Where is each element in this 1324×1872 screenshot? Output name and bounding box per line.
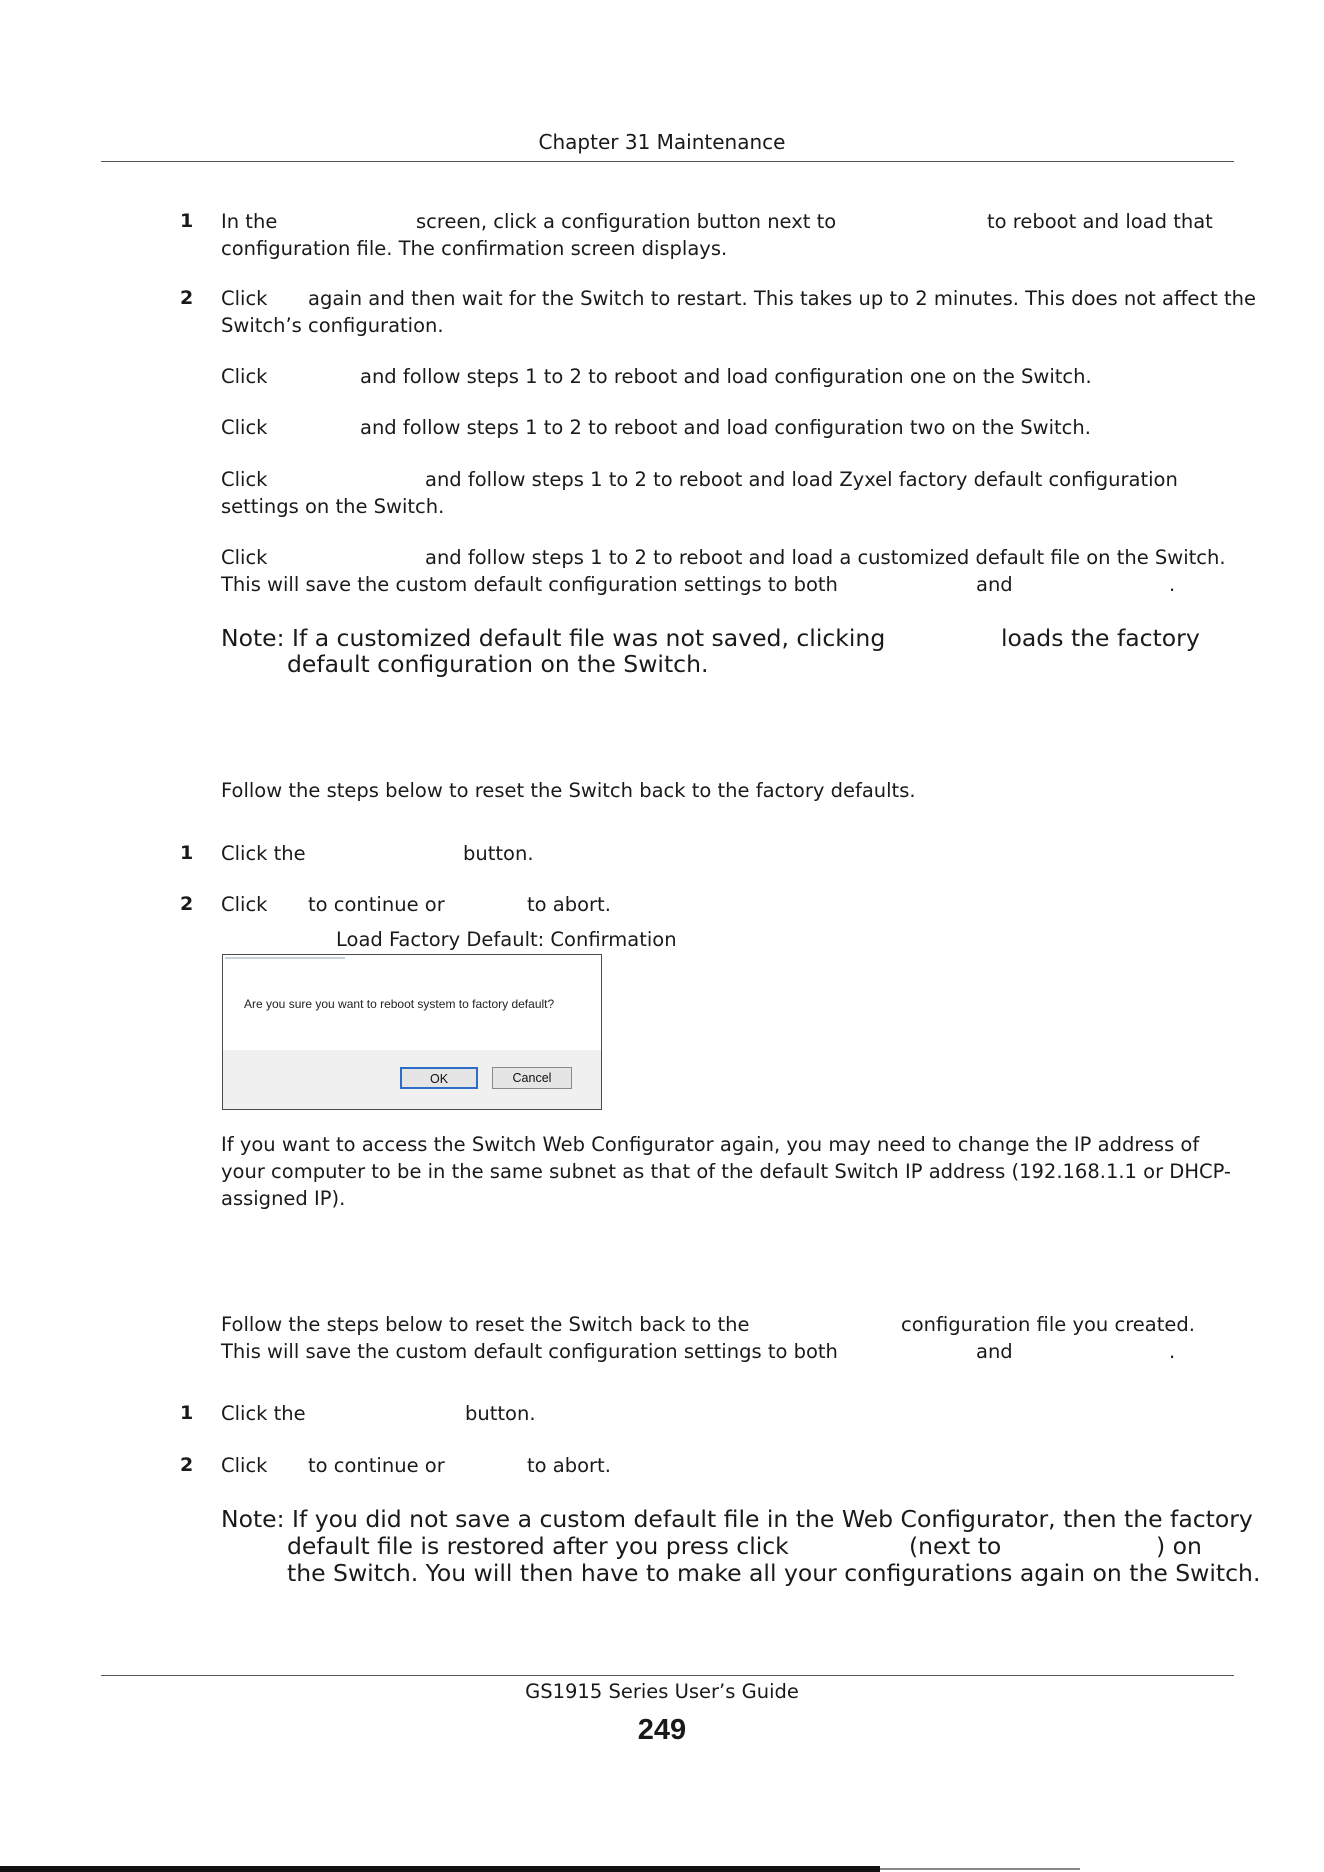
paragraph-text: and follow steps 1 to 2 to reboot and load Zyxel factory default configuration: [425, 468, 1178, 491]
note-text: default file is restored after you press click: [287, 1532, 789, 1560]
note-text: Note: If you did not save a custom default file in the Web Configurator, then the factory: [221, 1505, 1253, 1533]
step-text: Click the: [221, 842, 306, 865]
step-text: Click: [221, 1454, 268, 1477]
step-number: 2: [180, 893, 194, 915]
ok-button[interactable]: OK: [400, 1067, 478, 1089]
paragraph-text: and follow steps 1 to 2 to reboot and load configuration two on the Switch.: [360, 416, 1091, 439]
note-text: the Switch. You will then have to make all your configurations again on the Switch.: [287, 1559, 1261, 1587]
step-text: Click: [221, 893, 268, 916]
paragraph-text: settings on the Switch.: [221, 495, 445, 518]
paragraph-text: assigned IP).: [221, 1187, 346, 1210]
step-text: to abort.: [527, 893, 611, 916]
step-number: 2: [180, 287, 194, 309]
note-text: default configuration on the Switch.: [287, 650, 709, 678]
paragraph-text: If you want to access the Switch Web Configurator again, you may need to change the IP address of: [221, 1133, 1200, 1156]
paragraph-text: Follow the steps below to reset the Switch back to the: [221, 1313, 750, 1336]
dialog-title-line: [225, 957, 345, 959]
note-text: ) on: [1156, 1532, 1202, 1560]
cancel-button[interactable]: Cancel: [492, 1067, 572, 1089]
paragraph-text: configuration file you created.: [901, 1313, 1195, 1336]
scan-edge: [0, 1866, 880, 1872]
figure-caption: Load Factory Default: Confirmation: [336, 928, 677, 951]
step-text: Switch’s configuration.: [221, 314, 444, 337]
step-text: Click the: [221, 1402, 306, 1425]
note-text: (next to: [909, 1532, 1002, 1560]
step-text: screen, click a configuration button next to: [416, 210, 837, 233]
dialog-message: Are you sure you want to reboot system to factory default?: [244, 997, 555, 1011]
confirmation-dialog-screenshot: [222, 954, 602, 1110]
step-number: 1: [180, 1402, 194, 1424]
paragraph-text: This will save the custom default configuration settings to both: [221, 573, 838, 596]
paragraph-text: .: [1169, 1340, 1176, 1363]
step-text: to continue or: [308, 1454, 445, 1477]
paragraph-text: and: [976, 1340, 1013, 1363]
note-text: Note: If a customized default file was not saved, clicking: [221, 624, 886, 652]
step-text: to continue or: [308, 893, 445, 916]
header-rule: [101, 161, 1234, 162]
paragraph-text: your computer to be in the same subnet as that of the default Switch IP address (192.168.1.1 or DHCP-: [221, 1160, 1231, 1183]
footer-rule: [101, 1675, 1234, 1676]
paragraph-text: Click: [221, 468, 268, 491]
scan-edge: [880, 1868, 1080, 1870]
guide-title: GS1915 Series User’s Guide: [525, 1680, 799, 1703]
step-text: configuration file. The confirmation screen displays.: [221, 237, 728, 260]
page-number: 249: [637, 1714, 687, 1746]
step-number: 1: [180, 842, 194, 864]
step-text: button.: [463, 842, 534, 865]
step-number: 1: [180, 210, 194, 232]
note-text: loads the factory: [1001, 624, 1200, 652]
step-text: In the: [221, 210, 278, 233]
paragraph-text: and follow steps 1 to 2 to reboot and load a customized default file on the Switch.: [425, 546, 1226, 569]
step-number: 2: [180, 1454, 194, 1476]
paragraph-text: and: [976, 573, 1013, 596]
paragraph-text: Click: [221, 365, 268, 388]
paragraph-text: Click: [221, 546, 268, 569]
paragraph-text: Click: [221, 416, 268, 439]
paragraph-text: This will save the custom default configuration settings to both: [221, 1340, 838, 1363]
paragraph-text: Follow the steps below to reset the Switch back to the factory defaults.: [221, 779, 916, 802]
step-text: to abort.: [527, 1454, 611, 1477]
paragraph-text: .: [1169, 573, 1176, 596]
step-text: button.: [465, 1402, 536, 1425]
chapter-header: Chapter 31 Maintenance: [538, 130, 786, 154]
step-text: again and then wait for the Switch to restart. This takes up to 2 minutes. This does not affect the: [308, 287, 1256, 310]
step-text: Click: [221, 287, 268, 310]
paragraph-text: and follow steps 1 to 2 to reboot and load configuration one on the Switch.: [360, 365, 1092, 388]
step-text: to reboot and load that: [987, 210, 1213, 233]
